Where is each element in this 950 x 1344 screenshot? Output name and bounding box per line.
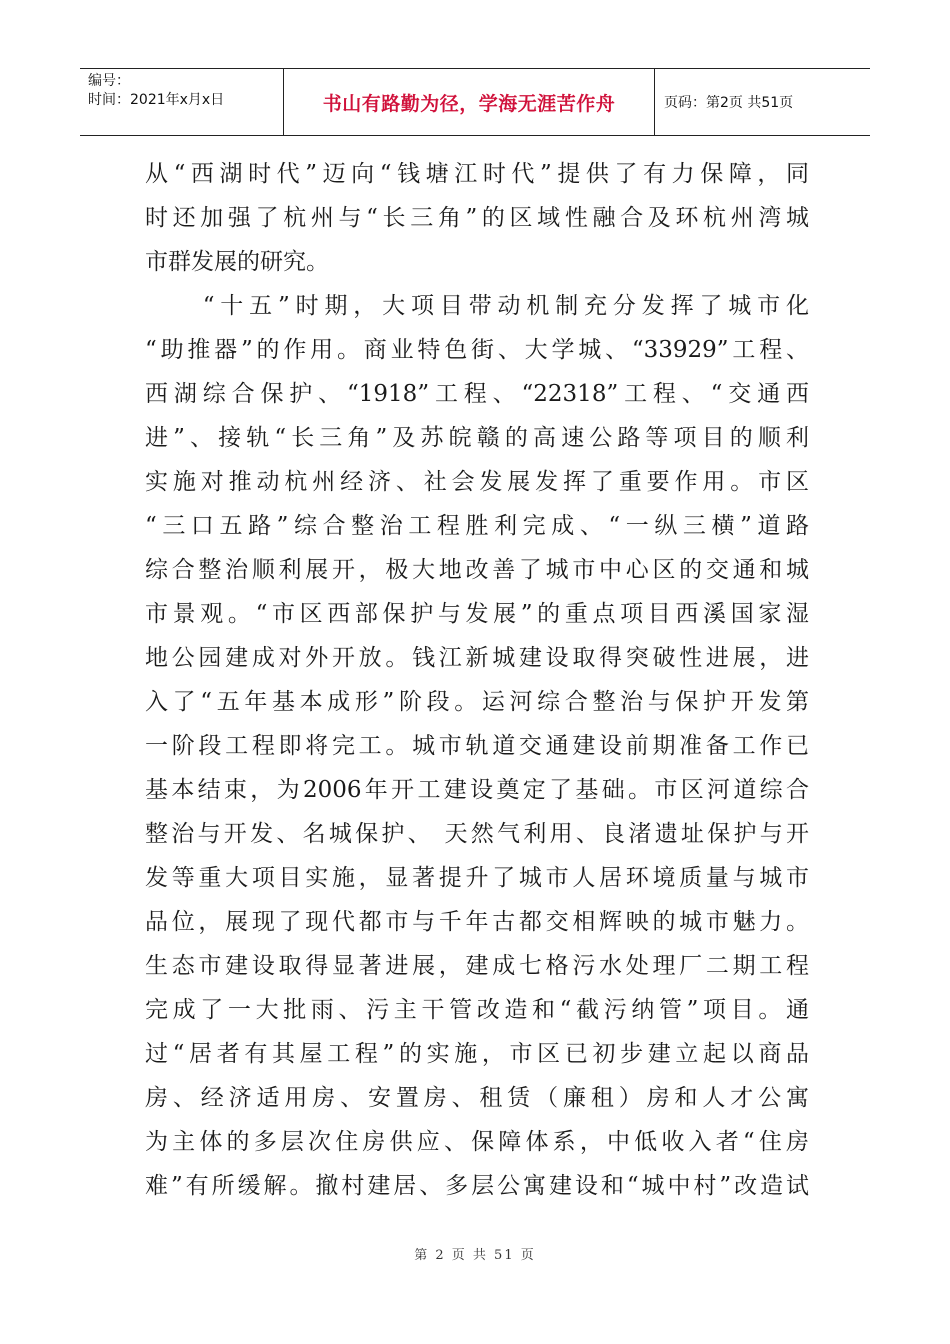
body-line: 进”、接轨“长三角”及苏皖赣的高速公路等项目的顺利: [145, 425, 809, 451]
body-line: “十五”时期，大项目带动机制充分发挥了城市化: [145, 293, 809, 319]
body-line: 整治与开发、名城保护、 天然气利用、良渚遗址保护与开: [145, 821, 809, 847]
body-line: 实施对推动杭州经济、社会发展发挥了重要作用。市区: [145, 469, 809, 495]
body-line: 综合整治顺利展开，极大地改善了城市中心区的交通和城: [145, 557, 809, 583]
body-line: 完成了一大批雨、污主干管改造和“截污纳管”项目。通: [145, 997, 809, 1023]
body-line: 市景观。“市区西部保护与发展”的重点项目西溪国家湿: [145, 601, 809, 627]
body-line: 品位，展现了现代都市与千年古都交相辉映的城市魅力。: [145, 909, 809, 935]
page-footer: 第 2 页 共 51 页: [414, 1248, 536, 1263]
header-page-info: 页码：第2页 共51页: [664, 95, 794, 111]
body-line: 地公园建成对外开放。钱江新城建设取得突破性进展，进: [145, 645, 809, 671]
header-meta: [80, 69, 284, 135]
body-line: 一阶段工程即将完工。城市轨道交通建设前期准备工作已: [145, 733, 809, 759]
body-line: 房、经济适用房、安置房、租赁（廉租）房和人才公寓: [145, 1085, 809, 1111]
body-line: “助推器”的作用。商业特色街、大学城、“33929”工程、: [145, 337, 809, 363]
body-line: 市群发展的研究。: [145, 249, 329, 275]
document-body: [145, 152, 809, 1208]
body-line: 过“居者有其屋工程”的实施，市区已初步建立起以商品: [145, 1041, 809, 1067]
body-line: 为主体的多层次住房供应、保障体系，中低收入者“住房: [145, 1129, 809, 1155]
body-line: 西湖综合保护、“1918”工程、“22318”工程、“交通西: [145, 381, 809, 407]
body-line: 从“西湖时代”迈向“钱塘江时代”提供了有力保障，同: [145, 161, 809, 187]
header-motto: 书山有路勤为径，学海无涯苦作舟: [284, 69, 655, 135]
body-line: 时还加强了杭州与“长三角”的区域性融合及环杭州湾城: [145, 205, 809, 231]
document-number-label: 编号：: [88, 73, 130, 89]
body-line: 基本结束，为2006年开工建设奠定了基础。市区河道综合: [145, 777, 809, 803]
body-line: 发等重大项目实施，显著提升了城市人居环境质量与城市: [145, 865, 809, 891]
body-line: “三口五路”综合整治工程胜利完成、“一纵三横”道路: [145, 513, 809, 539]
body-line: 难”有所缓解。撤村建居、多层公寓建设和“城中村”改造试: [145, 1173, 809, 1199]
body-line: 生态市建设取得显著进展，建成七格污水处理厂二期工程: [145, 953, 809, 979]
page-header: [80, 68, 870, 136]
document-time: 时间：2021年x月x日: [88, 92, 225, 108]
body-line: 入了“五年基本成形”阶段。运河综合整治与保护开发第: [145, 689, 809, 715]
